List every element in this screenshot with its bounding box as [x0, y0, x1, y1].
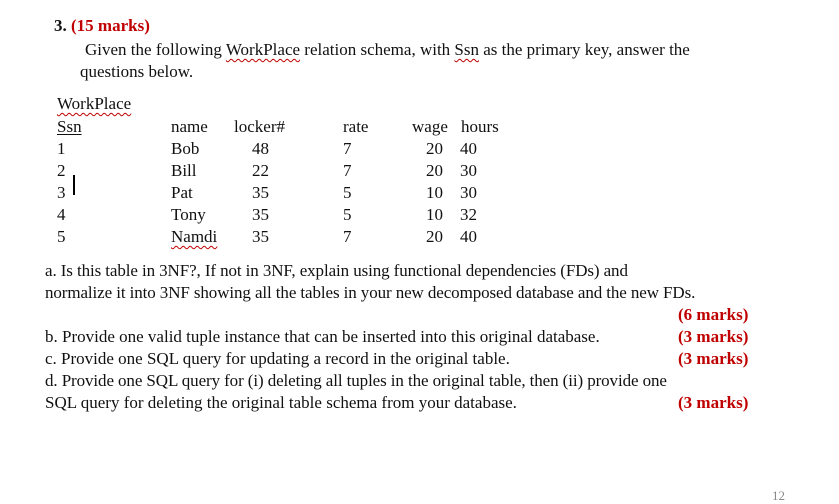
row5-wage: 20	[426, 227, 443, 246]
schema-name: WorkPlace	[225, 40, 301, 59]
page-number: 12	[772, 488, 785, 503]
row4-hours: 32	[460, 205, 477, 224]
row4-name: Tony	[171, 205, 206, 224]
header-hours: hours	[461, 117, 499, 136]
table-caption: WorkPlace	[57, 94, 132, 113]
intro-text-2: relation schema, with	[300, 40, 455, 59]
row1-name: Bob	[171, 139, 200, 158]
part-c-marks: (3 marks)	[678, 349, 749, 368]
question-intro-line2: questions below.	[80, 62, 194, 81]
row5-hours: 40	[460, 227, 477, 246]
row2-hours: 30	[460, 161, 477, 180]
row2-ssn: 2	[57, 161, 66, 180]
header-ssn: Ssn	[57, 117, 82, 136]
row5-rate: 7	[343, 227, 352, 246]
row1-ssn: 1	[57, 139, 66, 158]
row5-ssn: 5	[57, 227, 66, 246]
primary-key-name: Ssn	[454, 40, 479, 59]
question-intro-line1	[85, 40, 690, 60]
row4-locker: 35	[252, 205, 269, 224]
intro-text-1: Given the following	[85, 40, 226, 59]
row1-rate: 7	[343, 139, 352, 158]
part-a-line2: normalize it into 3NF showing all the tables in your new decomposed database and the new FDs.	[45, 283, 696, 302]
question-header	[54, 16, 150, 36]
text-cursor[interactable]	[73, 175, 75, 195]
part-a-marks: (6 marks)	[678, 305, 749, 324]
row3-name: Pat	[171, 183, 193, 202]
part-b-marks: (3 marks)	[678, 327, 749, 346]
row5-name: Namdi	[171, 227, 218, 246]
row3-wage: 10	[426, 183, 443, 202]
row2-wage: 20	[426, 161, 443, 180]
row2-rate: 7	[343, 161, 352, 180]
part-d-line1: d. Provide one SQL query for (i) deleting all tuples in the original table, then (ii) provide one	[45, 371, 667, 390]
row4-wage: 10	[426, 205, 443, 224]
row3-ssn: 3	[57, 183, 66, 202]
row3-rate: 5	[343, 183, 352, 202]
part-d-line2: SQL query for deleting the original table schema from your database.	[45, 393, 517, 412]
part-c-text: c. Provide one SQL query for updating a record in the original table.	[45, 349, 510, 368]
question-number: 3.	[54, 16, 67, 35]
row1-locker: 48	[252, 139, 269, 158]
part-d-marks: (3 marks)	[678, 393, 749, 412]
row1-wage: 20	[426, 139, 443, 158]
header-locker: locker#	[234, 117, 285, 136]
row1-hours: 40	[460, 139, 477, 158]
row5-locker: 35	[252, 227, 269, 246]
header-rate: rate	[343, 117, 369, 136]
header-name: name	[171, 117, 208, 136]
row4-rate: 5	[343, 205, 352, 224]
part-a-line1: a. Is this table in 3NF?, If not in 3NF, explain using functional dependencies (FDs) and	[45, 261, 628, 280]
row3-locker: 35	[252, 183, 269, 202]
row2-locker: 22	[252, 161, 269, 180]
row3-hours: 30	[460, 183, 477, 202]
row2-name: Bill	[171, 161, 197, 180]
question-marks: (15 marks)	[71, 16, 150, 35]
intro-text-3: as the primary key, answer the	[479, 40, 690, 59]
row4-ssn: 4	[57, 205, 66, 224]
header-wage: wage	[412, 117, 448, 136]
part-b-text: b. Provide one valid tuple instance that can be inserted into this original database.	[45, 327, 600, 346]
